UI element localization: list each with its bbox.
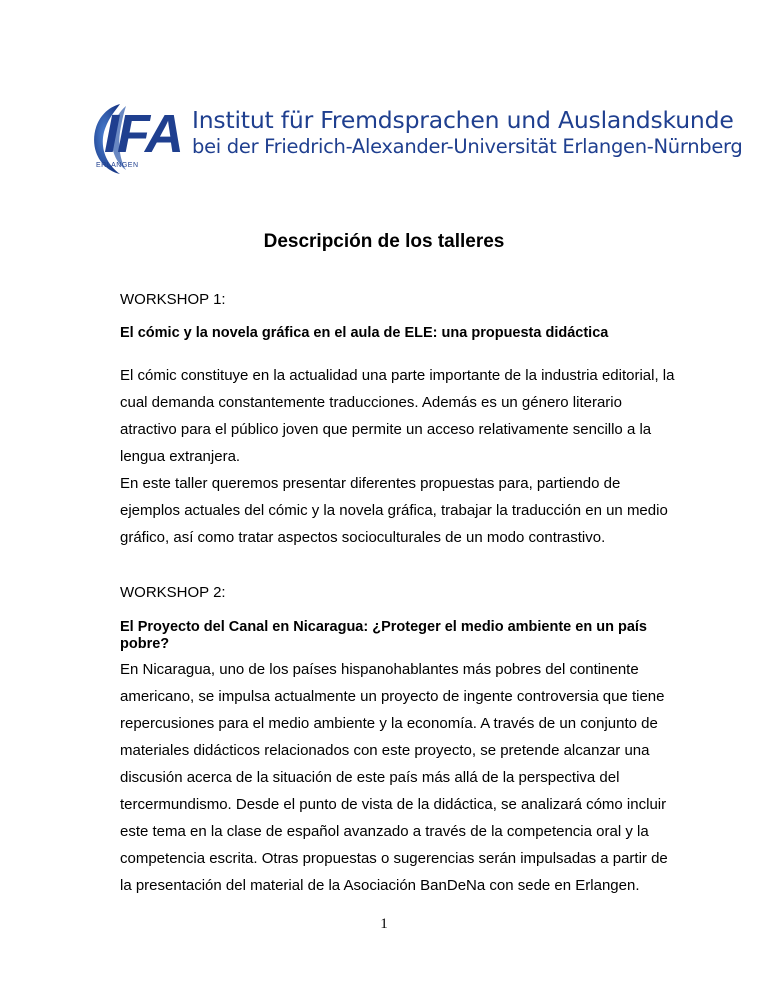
workshop-1-paragraph-1: El cómic constituye en la actualidad una parte importante de la industria editorial, la cual demanda constantemente traducciones. Además es un género literario atractivo para el público joven que permite un acceso relativamente sencillo a la lengua extranjera. xyxy=(120,367,675,465)
logo-city: ERLANGEN xyxy=(96,162,139,169)
workshop-2-heading: El Proyecto del Canal en Nicaragua: ¿Proteger el medio ambiente en un país pobre? xyxy=(120,619,647,652)
workshop-1-heading: El cómic y la novela gráfica en el aula de ELE: una propuesta didáctica xyxy=(120,325,609,341)
logo-acronym: IFA xyxy=(104,104,183,164)
logo-institute-name: Institut für Fremdsprachen und Auslandskunde xyxy=(192,106,734,134)
logo-university-name: bei der Friedrich-Alexander-Universität Erlangen-Nürnberg xyxy=(192,135,743,158)
workshop-2-paragraph-1: En Nicaragua, uno de los países hispanohablantes más pobres del continente americano, se impulsa actualmente un proyecto de ingente controversia que tiene repercusiones para el medio ambiente y la economía. A través de un conjunto de materiales didácticos relacionados con este proyecto, se pretende alcanzar una discusión acerca de la situación de este país más allá de la perspectiva del tercermundismo. Desde el punto de vista de la didáctica, se analizará cómo incluir este tema en la clase de español avanzado a través de la competencia oral y la competencia escrita. Otras propuestas o sugerencias serán impulsadas a partir de la presentación del material de la Asociación BanDeNa con sede en Erlangen. xyxy=(120,661,668,894)
workshop-1-paragraph-2: En este taller queremos presentar diferentes propuestas para, partiendo de ejemplos actuales del cómic y la novela gráfica, trabajar la traducción en un medio gráfico, así como tratar aspectos socioculturales de un modo contrastivo. xyxy=(120,475,668,546)
workshop-2-label: WORKSHOP 2: xyxy=(120,584,226,601)
page-number: 1 xyxy=(380,916,388,932)
workshop-1-label: WORKSHOP 1: xyxy=(120,291,226,308)
ifa-logo xyxy=(90,100,743,178)
page-title: Descripción de los talleres xyxy=(263,231,505,252)
